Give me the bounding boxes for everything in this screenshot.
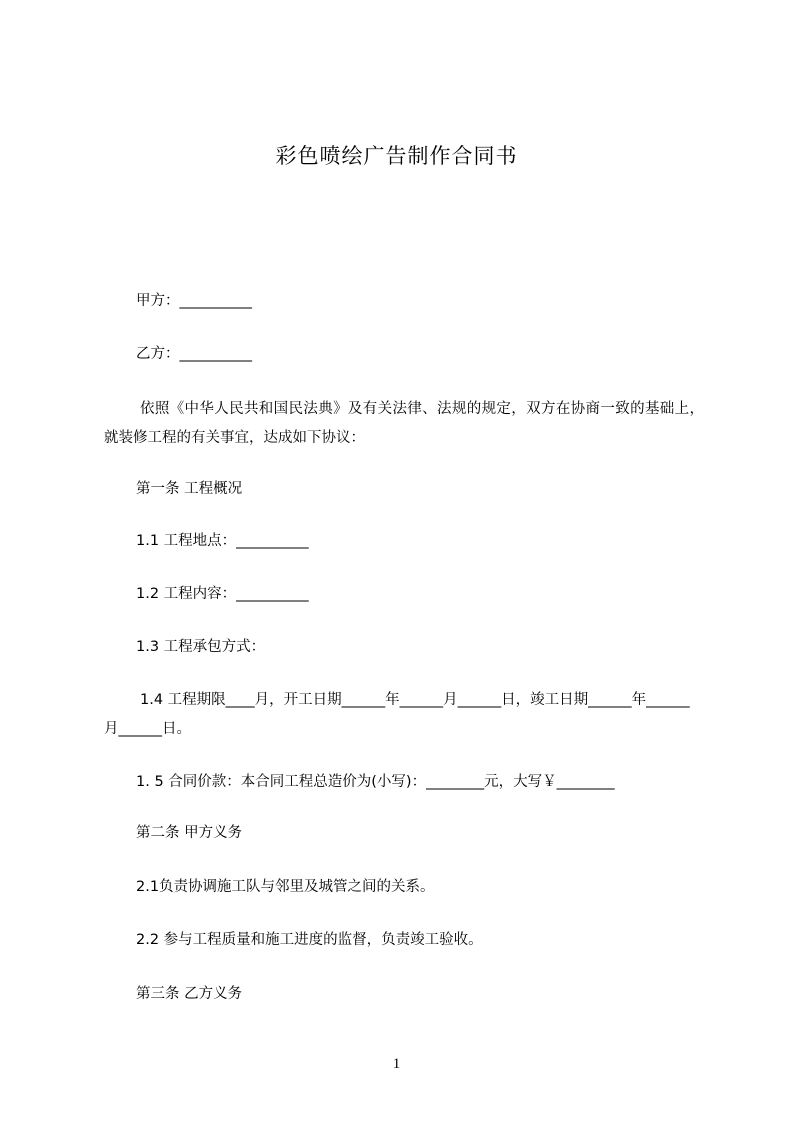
clause-1-4: 1.4 工程期限____月，开工日期______年______月______日，竣工日期______年______月______日。 (104, 692, 690, 737)
article-3-heading: 第三条 乙方义务 (136, 986, 243, 1002)
page-number: 1 (392, 1056, 401, 1072)
clause-2-1: 2.1负责协调施工队与邻里及城管之间的关系。 (136, 879, 435, 895)
clause-1-1: 1.1 工程地点：__________ (136, 533, 309, 549)
party-a-line: 甲方：__________ (136, 293, 252, 309)
clause-1-2: 1.2 工程内容：__________ (136, 586, 309, 602)
clause-1-5: 1. 5 合同价款：本合同工程总造价为(小写)：________元，大写￥________ (136, 774, 615, 790)
party-b-line: 乙方：__________ (136, 346, 252, 362)
document-title: 彩色喷绘广告制作合同书 (275, 144, 518, 168)
preamble-paragraph: 依照《中华人民共和国民法典》及有关法律、法规的规定，双方在协商一致的基础上，就装修工程的有关事宜，达成如下协议： (104, 401, 704, 446)
article-1-heading: 第一条 工程概况 (136, 481, 243, 497)
clause-1-3: 1.3 工程承包方式： (136, 639, 266, 655)
clause-2-2: 2.2 参与工程质量和施工进度的监督，负责竣工验收。 (136, 932, 483, 948)
article-2-heading: 第二条 甲方义务 (136, 825, 243, 841)
